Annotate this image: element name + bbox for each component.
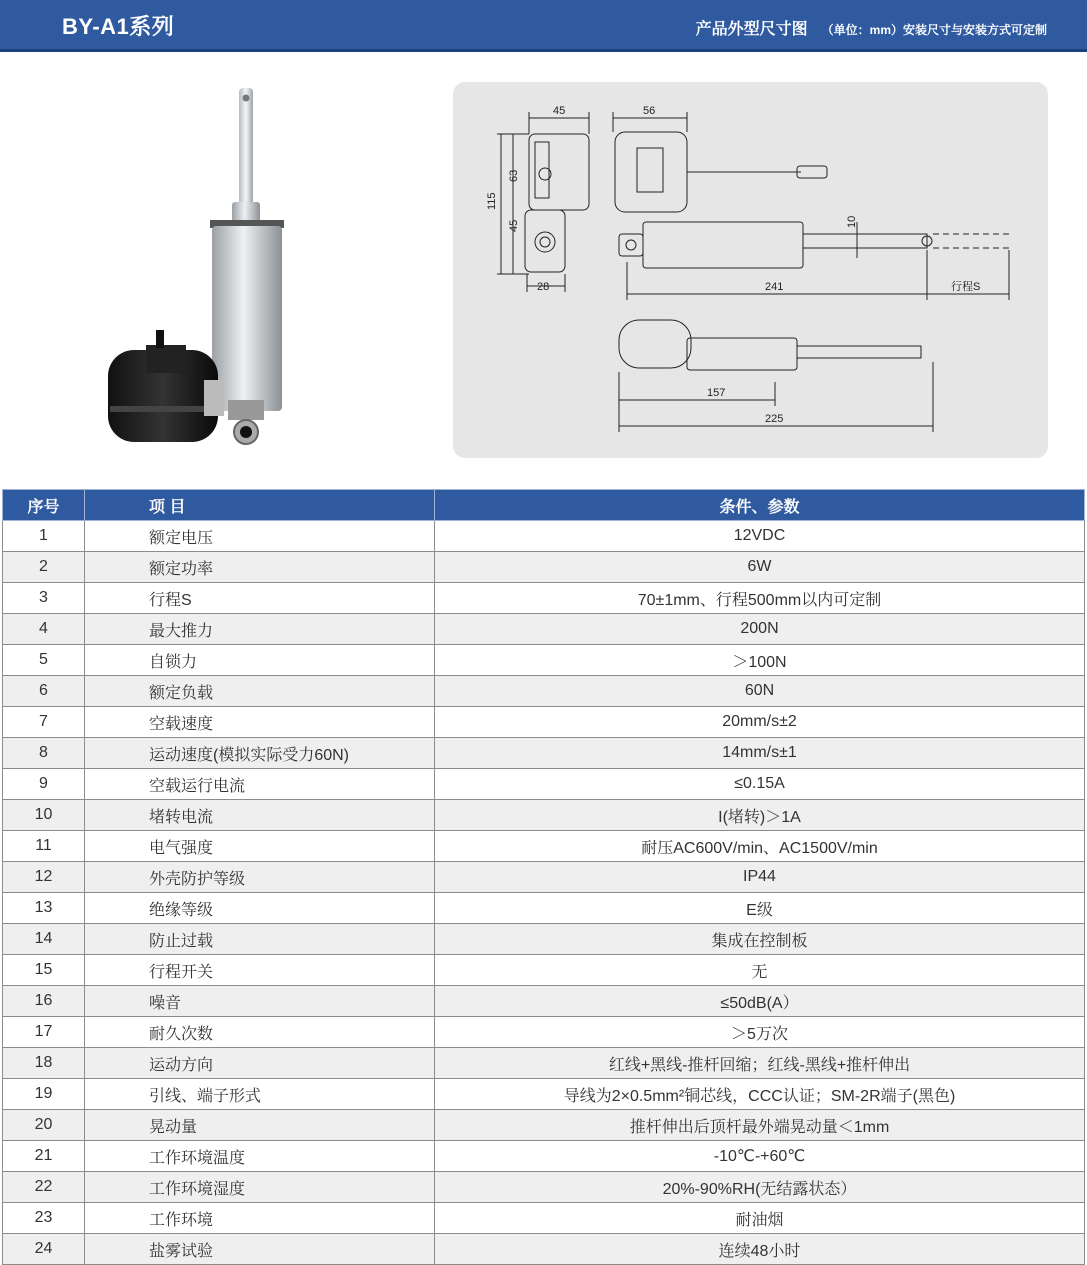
row-value: 耐压AC600V/min、AC1500V/min [435,831,1085,862]
row-value: 连续48小时 [435,1234,1085,1265]
row-number: 8 [3,738,85,769]
row-value: ＞100N [435,645,1085,676]
row-value: 12VDC [435,521,1085,552]
product-photo [100,80,300,450]
row-value: IP44 [435,862,1085,893]
row-number: 19 [3,1079,85,1110]
header-item: 项 目 [85,490,435,521]
table-row [3,893,1085,924]
table-row [3,614,1085,645]
row-number: 1 [3,521,85,552]
row-number: 7 [3,707,85,738]
row-item: 工作环境温度 [85,1141,435,1172]
table-row [3,800,1085,831]
row-value: ≤50dB(A） [435,986,1085,1017]
row-number: 6 [3,676,85,707]
row-number: 13 [3,893,85,924]
dim-base-width: 28 [537,281,550,293]
table-row [3,738,1085,769]
row-value: 20mm/s±2 [435,707,1085,738]
row-value: 推杆伸出后顶杆最外端晃动量＜1mm [435,1110,1085,1141]
header-no: 序号 [3,490,85,521]
table-row [3,955,1085,986]
row-item: 最大推力 [85,614,435,645]
row-item: 电气强度 [85,831,435,862]
table-row [3,1048,1085,1079]
row-number: 24 [3,1234,85,1265]
dim-total-length: 225 [765,413,784,425]
dim-rod-dia: 10 [846,215,858,228]
dimension-drawing-panel [453,82,1048,458]
row-item: 绝缘等级 [85,893,435,924]
row-number: 23 [3,1203,85,1234]
table-row [3,1141,1085,1172]
row-number: 20 [3,1110,85,1141]
dim-lower-height: 45 [508,219,520,232]
row-number: 16 [3,986,85,1017]
spec-table-header [3,490,1085,521]
row-item: 防止过载 [85,924,435,955]
row-item: 晃动量 [85,1110,435,1141]
row-item: 行程开关 [85,955,435,986]
row-value: 14mm/s±1 [435,738,1085,769]
row-item: 行程S [85,583,435,614]
dim-upper-height: 63 [508,169,520,182]
dim-front-width: 56 [643,105,656,117]
row-number: 22 [3,1172,85,1203]
dimension-drawing-heading [696,16,1047,39]
row-value: 无 [435,955,1085,986]
row-item: 空载运行电流 [85,769,435,800]
dim-stroke: 行程S [951,281,981,293]
dim-top-width: 45 [553,105,566,117]
unit-note: （单位：mm）安装尺寸与安装方式可定制 [821,23,1047,37]
table-row [3,1110,1085,1141]
row-number: 18 [3,1048,85,1079]
drawing-title: 产品外型尺寸图 [695,21,808,38]
header-value: 条件、参数 [435,490,1085,521]
row-number: 5 [3,645,85,676]
dim-total-height: 115 [486,192,498,210]
row-value: 耐油烟 [435,1203,1085,1234]
row-item: 额定负载 [85,676,435,707]
row-number: 3 [3,583,85,614]
row-number: 11 [3,831,85,862]
row-value: 60N [435,676,1085,707]
row-value: E级 [435,893,1085,924]
table-row [3,924,1085,955]
row-number: 2 [3,552,85,583]
row-item: 运动方向 [85,1048,435,1079]
row-number: 9 [3,769,85,800]
row-number: 15 [3,955,85,986]
row-item: 噪音 [85,986,435,1017]
table-row [3,583,1085,614]
row-value: 20%-90%RH(无结露状态） [435,1172,1085,1203]
table-row [3,1079,1085,1110]
row-value: -10℃-+60℃ [435,1141,1085,1172]
row-item: 耐久次数 [85,1017,435,1048]
row-value: 200N [435,614,1085,645]
table-row [3,1203,1085,1234]
spec-table [2,489,1085,1265]
table-row [3,1017,1085,1048]
row-item: 工作环境 [85,1203,435,1234]
row-item: 堵转电流 [85,800,435,831]
product-series-title: BY-A1系列 [62,14,175,39]
table-row [3,986,1085,1017]
row-value: 70±1mm、行程500mm以内可定制 [435,583,1085,614]
row-item: 额定电压 [85,521,435,552]
row-value: ≤0.15A [435,769,1085,800]
table-row [3,676,1085,707]
row-item: 额定功率 [85,552,435,583]
table-row [3,707,1085,738]
table-row [3,862,1085,893]
row-value: 红线+黑线-推杆回缩；红线-黑线+推杆伸出 [435,1048,1085,1079]
row-value: 6W [435,552,1085,583]
table-row [3,1234,1085,1265]
dim-length: 241 [765,281,784,293]
table-row [3,769,1085,800]
row-number: 4 [3,614,85,645]
row-item: 工作环境湿度 [85,1172,435,1203]
row-number: 21 [3,1141,85,1172]
row-number: 17 [3,1017,85,1048]
row-item: 外壳防护等级 [85,862,435,893]
row-item: 运动速度(模拟实际受力60N) [85,738,435,769]
page-header [0,0,1087,52]
row-item: 自锁力 [85,645,435,676]
table-row [3,552,1085,583]
row-number: 14 [3,924,85,955]
row-number: 12 [3,862,85,893]
row-value: I(堵转)＞1A [435,800,1085,831]
dimension-drawing [453,82,1048,458]
row-item: 空载速度 [85,707,435,738]
table-row [3,831,1085,862]
row-number: 10 [3,800,85,831]
dim-body-length: 157 [707,387,726,399]
table-row [3,521,1085,552]
table-row [3,645,1085,676]
table-row [3,1172,1085,1203]
row-item: 盐雾试验 [85,1234,435,1265]
row-item: 引线、端子形式 [85,1079,435,1110]
row-value: ＞5万次 [435,1017,1085,1048]
row-value: 导线为2×0.5mm²铜芯线，CCC认证；SM-2R端子(黑色) [435,1079,1085,1110]
row-value: 集成在控制板 [435,924,1085,955]
